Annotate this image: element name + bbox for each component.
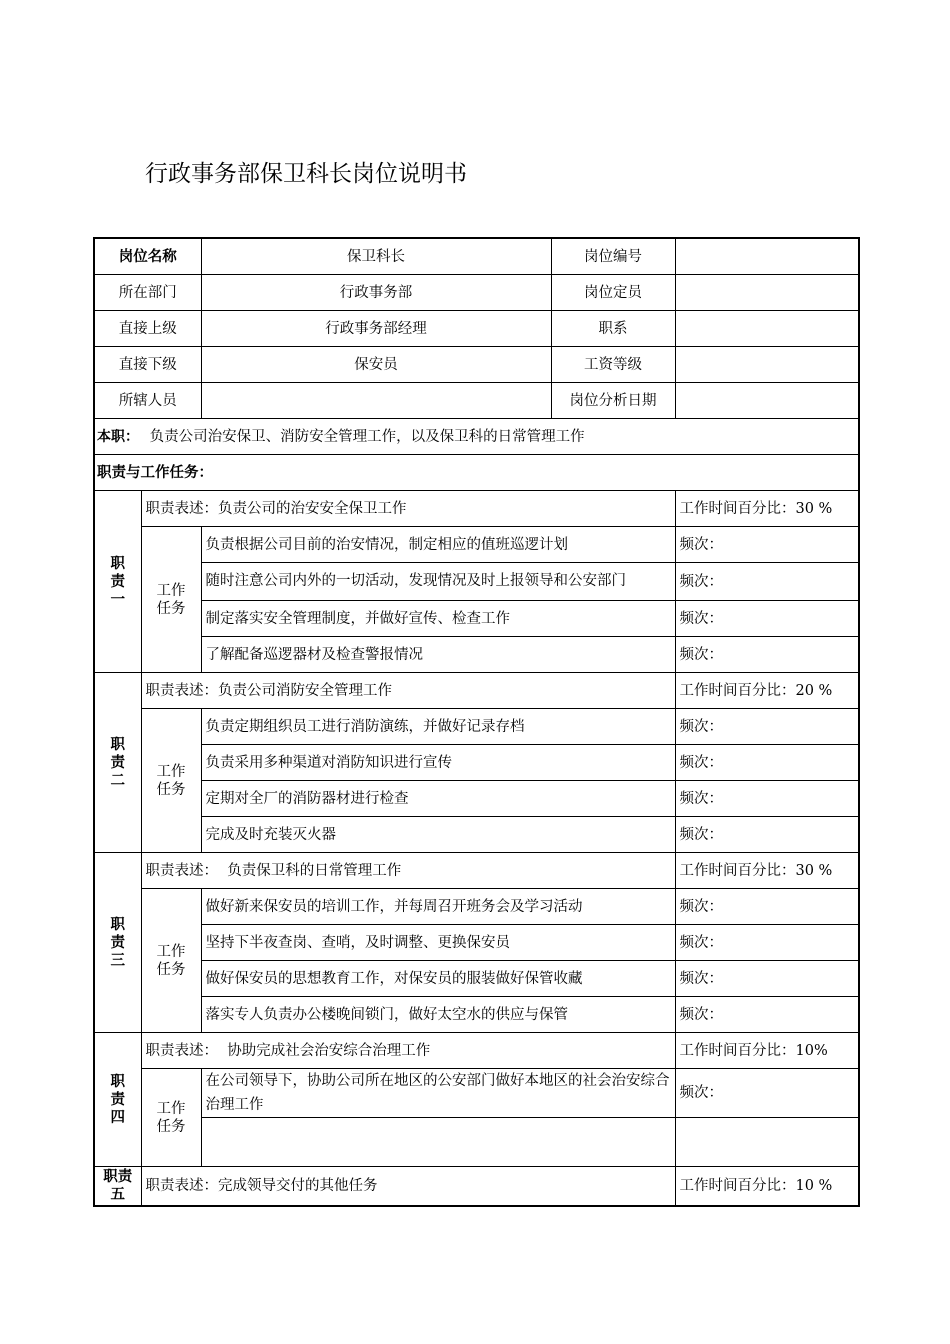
task-text: 负责根据公司目前的治安情况，制定相应的值班巡逻计划 (201, 527, 675, 563)
header-value: 保卫科长 (201, 238, 551, 275)
responsibility-description-row (94, 1167, 859, 1207)
duty-label: 本职： (97, 428, 139, 445)
job-description-table (93, 237, 860, 1207)
header-value: 行政事务部 (201, 275, 551, 311)
header-label: 职系 (551, 311, 675, 347)
task-text: 定期对全厂的消防器材进行检查 (201, 781, 675, 817)
task-label (141, 889, 201, 1033)
responsibility-description: 职责表述：负责公司的治安安全保卫工作 (141, 491, 675, 527)
tasks-heading: 职责与工作任务： (94, 455, 859, 491)
frequency-cell: 频次： (675, 1069, 859, 1118)
task-row (94, 637, 859, 673)
task-row (94, 925, 859, 961)
frequency-cell: 频次： (675, 601, 859, 637)
task-row (94, 781, 859, 817)
header-row (94, 311, 859, 347)
task-text: 完成及时充装灭火器 (201, 817, 675, 853)
page-title: 行政事务部保卫科长岗位说明书 (145, 161, 467, 187)
responsibility-description-row (94, 491, 859, 527)
header-row (94, 238, 859, 275)
task-row (94, 1118, 859, 1167)
task-row (94, 563, 859, 601)
responsibility-name-text: 职责五 (103, 1169, 133, 1203)
header-row (94, 383, 859, 419)
frequency-cell: 频次： (675, 961, 859, 997)
task-text: 做好保安员的思想教育工作，对保安员的服装做好保管收藏 (201, 961, 675, 997)
tasks-heading-row (94, 455, 859, 491)
header-label: 所在部门 (94, 275, 201, 311)
header-value (675, 347, 859, 383)
task-text: 落实专人负责办公楼晚间锁门，做好太空水的供应与保管 (201, 997, 675, 1033)
task-row (94, 527, 859, 563)
header-row (94, 347, 859, 383)
task-label-text: 工作任务 (156, 943, 186, 978)
task-text: 坚持下半夜查岗、查哨，及时调整、更换保安员 (201, 925, 675, 961)
responsibility-name (94, 1167, 141, 1207)
task-text: 做好新来保安员的培训工作，并每周召开班务会及学习活动 (201, 889, 675, 925)
frequency-cell: 频次： (675, 527, 859, 563)
header-label: 所辖人员 (94, 383, 201, 419)
responsibility-description-row (94, 853, 859, 889)
responsibility-description: 职责表述： 协助完成社会治安综合治理工作 (141, 1033, 675, 1069)
duty-text: 负责公司治安保卫、消防安全管理工作，以及保卫科的日常管理工作 (149, 428, 585, 445)
task-row (94, 961, 859, 997)
task-label-text: 工作任务 (156, 1100, 186, 1135)
task-row (94, 1069, 859, 1118)
task-text: 负责定期组织员工进行消防演练，并做好记录存档 (201, 709, 675, 745)
header-label: 直接下级 (94, 347, 201, 383)
responsibility-description: 职责表述：负责公司消防安全管理工作 (141, 673, 675, 709)
task-text: 了解配备巡逻器材及检查警报情况 (201, 637, 675, 673)
header-value (675, 238, 859, 275)
responsibility-name-text: 职责一 (110, 555, 125, 608)
task-label (141, 527, 201, 673)
responsibility-name-text: 职责四 (110, 1073, 125, 1126)
responsibility-name (94, 673, 141, 853)
header-value (201, 383, 551, 419)
frequency-cell: 频次： (675, 745, 859, 781)
task-label-text: 工作任务 (156, 763, 186, 798)
header-label: 工资等级 (551, 347, 675, 383)
header-label: 直接上级 (94, 311, 201, 347)
header-label: 岗位定员 (551, 275, 675, 311)
responsibility-name-text: 职责三 (110, 916, 125, 969)
frequency-cell: 频次： (675, 709, 859, 745)
frequency-cell-empty (675, 1118, 859, 1167)
task-row (94, 601, 859, 637)
task-text: 随时注意公司内外的一切活动，发现情况及时上报领导和公安部门 (201, 563, 675, 601)
frequency-cell: 频次： (675, 817, 859, 853)
responsibility-name (94, 1033, 141, 1167)
time-percentage: 工作时间百分比：10 % (675, 1167, 859, 1207)
header-label: 岗位编号 (551, 238, 675, 275)
task-row (94, 889, 859, 925)
responsibility-description-row (94, 1033, 859, 1069)
frequency-cell: 频次： (675, 781, 859, 817)
responsibility-name (94, 853, 141, 1033)
responsibility-description: 职责表述：完成领导交付的其他任务 (141, 1167, 675, 1207)
header-value (675, 311, 859, 347)
header-row (94, 275, 859, 311)
frequency-cell: 频次： (675, 563, 859, 601)
task-label-text: 工作任务 (156, 582, 186, 617)
duty-row (94, 419, 859, 455)
task-row (94, 817, 859, 853)
task-label (141, 1069, 201, 1167)
task-text: 制定落实安全管理制度，并做好宣传、检查工作 (201, 601, 675, 637)
frequency-cell: 频次： (675, 637, 859, 673)
task-row (94, 709, 859, 745)
header-value (675, 275, 859, 311)
responsibility-description-row (94, 673, 859, 709)
time-percentage: 工作时间百分比：30 % (675, 491, 859, 527)
task-row (94, 745, 859, 781)
frequency-cell: 频次： (675, 925, 859, 961)
task-label (141, 709, 201, 853)
header-value: 保安员 (201, 347, 551, 383)
time-percentage: 工作时间百分比：10% (675, 1033, 859, 1069)
header-value: 行政事务部经理 (201, 311, 551, 347)
frequency-cell: 频次： (675, 889, 859, 925)
task-text (201, 1118, 675, 1167)
header-label: 岗位名称 (94, 238, 201, 275)
time-percentage: 工作时间百分比：20 % (675, 673, 859, 709)
task-text: 在公司领导下，协助公司所在地区的公安部门做好本地区的社会治安综合治理工作 (201, 1069, 675, 1118)
time-percentage: 工作时间百分比：30 % (675, 853, 859, 889)
responsibility-name (94, 491, 141, 673)
task-row (94, 997, 859, 1033)
frequency-cell: 频次： (675, 997, 859, 1033)
responsibility-description: 职责表述： 负责保卫科的日常管理工作 (141, 853, 675, 889)
task-text: 负责采用多种渠道对消防知识进行宣传 (201, 745, 675, 781)
header-label: 岗位分析日期 (551, 383, 675, 419)
duty-cell (94, 419, 859, 455)
responsibility-name-text: 职责二 (110, 736, 125, 789)
header-value (675, 383, 859, 419)
